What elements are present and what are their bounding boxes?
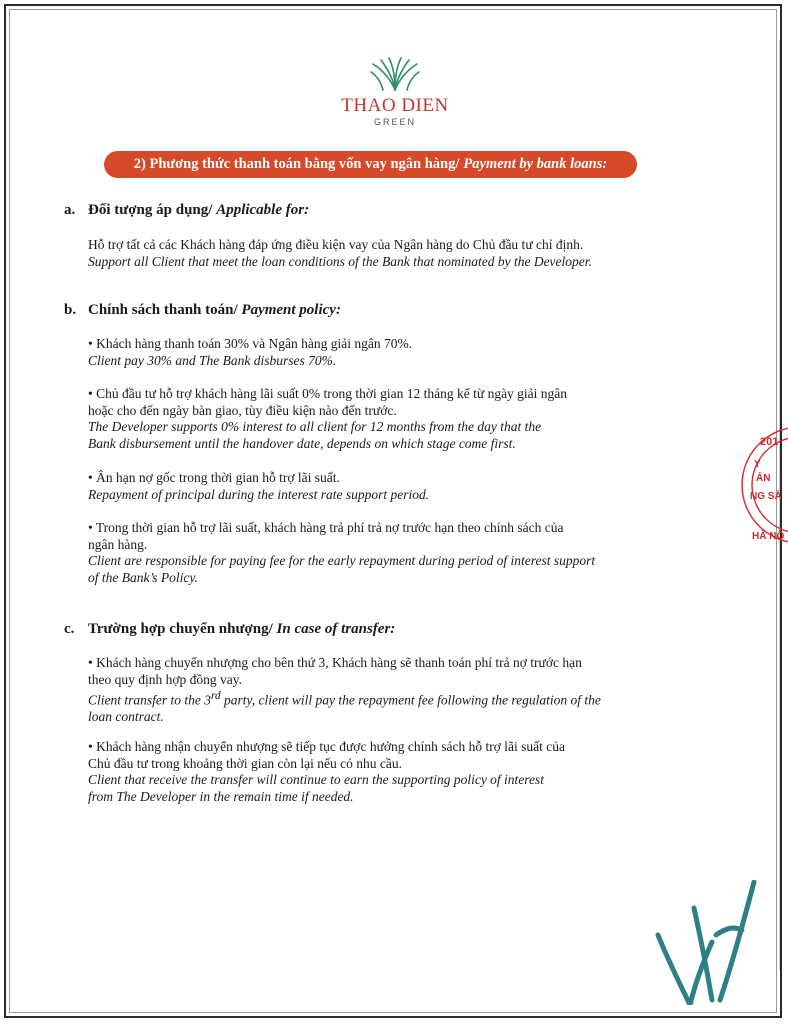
section-title-en: Payment policy:	[241, 302, 341, 318]
paragraph-text-vi: Hỗ trợ tất cả các Khách hàng đáp ứng điều kiện vay của Ngân hàng do Chủ đầu tư chỉ định.	[88, 237, 584, 252]
paragraph-text-en: loan contract.	[88, 709, 164, 724]
paragraph-text-en: of the Bank’s Policy.	[88, 569, 198, 585]
paragraph	[88, 237, 592, 270]
paragraph-text-vi: Chủ đầu tư trong khoảng thời gian còn lại nếu có nhu cầu.	[88, 755, 403, 771]
section-letter: c.	[64, 621, 75, 637]
section-title-vi: Trường hợp chuyển nhượng/	[88, 621, 273, 637]
stamp-text: ẢN	[756, 473, 771, 484]
paragraph	[88, 386, 567, 452]
paragraph-text-en	[88, 688, 601, 709]
logo-name: THAO DIEN	[341, 95, 449, 116]
paragraph-text-en: Client pay 30% and The Bank disburses 70%.	[88, 352, 337, 368]
section-a-heading	[64, 202, 309, 219]
paragraph	[88, 470, 429, 503]
paragraph-text-en: Bank disbursement until the handover date, depends on which stage come first.	[88, 435, 516, 451]
banner-title-vi: 2) Phương thức thanh toán bằng vốn vay ngân hàng/	[133, 156, 460, 172]
stamp-text: NG SẢ	[750, 491, 782, 502]
superscript: rd	[211, 690, 221, 702]
leaf-fan-icon	[369, 56, 421, 92]
leaf-stroke-decoration	[650, 880, 760, 1005]
section-title-vi: Chính sách thanh toán/	[88, 302, 238, 318]
paragraph-text-en: Client are responsible for paying fee for the early repayment during period of interest support	[88, 553, 596, 568]
paragraph-text-vi: • Khách hàng chuyển nhượng cho bên thứ 3, Khách hàng sẽ thanh toán phí trả nợ trước hạn	[88, 655, 582, 670]
stamp-text: Y	[754, 459, 761, 470]
section-letter: a.	[64, 202, 76, 218]
section-title-en: Applicable for:	[216, 202, 310, 218]
paragraph	[88, 520, 595, 586]
paragraph-text-en: from The Developer in the remain time if needed.	[88, 788, 354, 804]
paragraph-text-vi: theo quy định hợp đồng vay.	[88, 671, 242, 687]
text-fragment: party, client will pay the repayment fee following the regulation of the	[220, 692, 601, 708]
paragraph-text-vi: • Ân hạn nợ gốc trong thời gian hỗ trợ lãi suất.	[88, 470, 340, 485]
paragraph-text-vi: ngân hàng.	[88, 536, 148, 552]
paragraph	[88, 739, 565, 805]
paragraph-text-en: Repayment of principal during the interest rate support period.	[88, 486, 430, 502]
section-title-en: In case of transfer:	[276, 621, 396, 637]
text-fragment: Client transfer to the 3	[88, 692, 211, 708]
section-c-heading	[64, 621, 395, 638]
paragraph	[88, 655, 601, 726]
paragraph-text-vi: • Khách hàng nhận chuyển nhượng sẽ tiếp tục được hưởng chính sách hỗ trợ lãi suất của	[88, 739, 565, 754]
paragraph-text-en: The Developer supports 0% interest to all client for 12 months from the day that the	[88, 419, 542, 434]
paragraph-text-en: Support all Client that meet the loan conditions of the Bank that nominated by the Developer.	[88, 253, 592, 269]
stamp-text: HÀ NỘ	[752, 531, 785, 542]
paragraph-text-vi: hoặc cho đến ngày bàn giao, tùy điều kiện nào đến trước.	[88, 402, 397, 418]
banner-title-en: Payment by bank loans:	[463, 156, 608, 172]
logo	[330, 56, 460, 128]
paragraph-text-vi: • Khách hàng thanh toán 30% và Ngân hàng giải ngân 70%.	[88, 336, 413, 351]
section-b-heading	[64, 302, 341, 319]
section-letter: b.	[64, 302, 77, 318]
company-seal-stamp	[738, 415, 788, 555]
paragraph-text-en: Client that receive the transfer will continue to earn the supporting policy of interest	[88, 772, 545, 787]
stamp-text: 201	[760, 436, 779, 448]
paragraph	[88, 336, 412, 369]
logo-subtitle: GREEN	[373, 117, 416, 127]
paragraph-text-vi: • Trong thời gian hỗ trợ lãi suất, khách hàng trả phí trả nợ trước hạn theo chính sách của	[88, 520, 564, 535]
section-title-vi: Đối tượng áp dụng/	[88, 202, 213, 218]
paragraph-text-vi: • Chủ đầu tư hỗ trợ khách hàng lãi suất 0% trong thời gian 12 tháng kể từ ngày giải ngân	[88, 386, 568, 401]
section-banner	[104, 151, 637, 178]
